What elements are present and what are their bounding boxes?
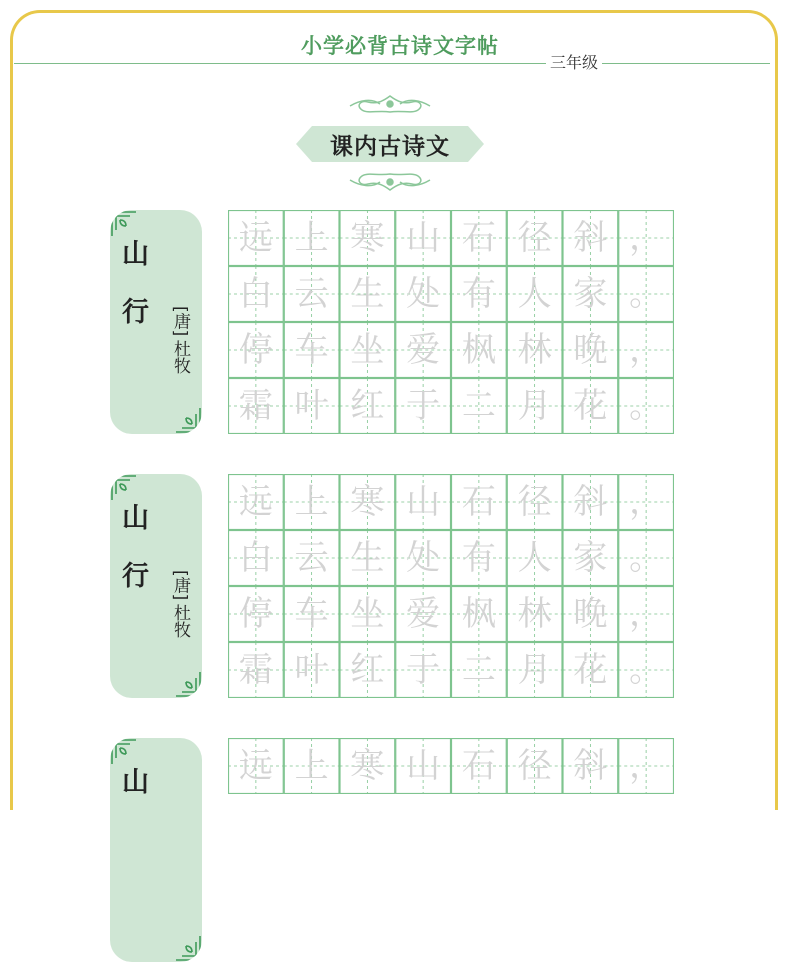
trace-character: 山: [406, 218, 441, 258]
trace-character: 晚: [573, 330, 608, 370]
trace-character: 斜: [573, 482, 608, 522]
trace-character: 爱: [406, 594, 441, 634]
trace-character: 家: [573, 538, 608, 578]
trace-character: 车: [294, 594, 329, 634]
trace-character: 红: [350, 650, 385, 690]
trace-character: 二: [461, 650, 496, 690]
trace-character: 斜: [573, 218, 608, 258]
trace-character: 云: [294, 274, 329, 314]
practice-grid: [228, 210, 674, 434]
trace-character: 白: [238, 538, 273, 578]
trace-character: 生: [350, 538, 385, 578]
section-title: 课内古诗文: [330, 134, 450, 160]
trace-character: 枫: [461, 330, 496, 370]
trace-character: 。: [629, 274, 664, 314]
poem-author-block: [168, 306, 192, 374]
trace-character: ，: [629, 218, 664, 258]
trace-character: 径: [517, 218, 552, 258]
trace-character: 月: [517, 386, 552, 426]
poem-title-char: 行: [122, 561, 149, 592]
corner-ornament-icon: [172, 932, 202, 962]
trace-character: 花: [573, 386, 608, 426]
poem-dynasty: [唐]: [170, 306, 190, 337]
trace-character: 叶: [294, 386, 329, 426]
trace-character: 远: [238, 482, 273, 522]
trace-character: 坐: [350, 330, 385, 370]
poem-title-char: 山: [122, 239, 149, 270]
trace-character: 处: [406, 538, 441, 578]
trace-character: 径: [517, 746, 552, 786]
poem-title-char: 山: [122, 767, 149, 798]
trace-character: ，: [629, 482, 664, 522]
poem-title-card: [110, 210, 202, 434]
poem-author: 杜牧: [170, 340, 190, 375]
trace-character: 石: [461, 218, 496, 258]
trace-character: 停: [238, 330, 273, 370]
trace-character: 处: [406, 274, 441, 314]
poem-title-card: [110, 738, 202, 962]
practice-grid: [228, 738, 674, 794]
trace-character: 车: [294, 330, 329, 370]
trace-character: 。: [629, 386, 664, 426]
trace-character: 石: [461, 482, 496, 522]
trace-character: 人: [517, 274, 552, 314]
trace-character: 白: [238, 274, 273, 314]
trace-character: 。: [629, 538, 664, 578]
trace-character: 家: [573, 274, 608, 314]
grade-label: 三年级: [546, 50, 602, 73]
practice-grid: [228, 474, 674, 698]
trace-character: 寒: [350, 746, 385, 786]
trace-character: 二: [461, 386, 496, 426]
trace-character: 停: [238, 594, 273, 634]
trace-character: 爱: [406, 330, 441, 370]
poem-title-card: [110, 474, 202, 698]
trace-character: ，: [629, 746, 664, 786]
corner-ornament-icon: [172, 668, 202, 698]
trace-character: 径: [517, 482, 552, 522]
trace-character: 于: [406, 386, 441, 426]
page-title: 小学必背古诗文字帖: [301, 34, 499, 58]
trace-character: ，: [629, 330, 664, 370]
trace-character: 斜: [573, 746, 608, 786]
trace-character: 寒: [350, 218, 385, 258]
poem-title-char: 行: [122, 297, 149, 328]
trace-character: 有: [461, 538, 496, 578]
trace-character: 林: [517, 330, 552, 370]
section-heading: [290, 92, 490, 194]
trace-character: 。: [629, 650, 664, 690]
trace-character: 山: [406, 746, 441, 786]
trace-character: 花: [573, 650, 608, 690]
trace-character: 枫: [461, 594, 496, 634]
trace-character: 上: [294, 218, 329, 258]
trace-character: 霜: [238, 650, 273, 690]
poem-author-block: [168, 570, 192, 638]
poem-dynasty: [唐]: [170, 570, 190, 601]
trace-character: 月: [517, 650, 552, 690]
trace-character: 云: [294, 538, 329, 578]
poem-title-char: 山: [122, 503, 149, 534]
trace-character: 上: [294, 746, 329, 786]
trace-character: 生: [350, 274, 385, 314]
trace-character: 林: [517, 594, 552, 634]
trace-character: 远: [238, 746, 273, 786]
trace-character: 坐: [350, 594, 385, 634]
trace-character: 晚: [573, 594, 608, 634]
corner-ornament-icon: [172, 404, 202, 434]
trace-character: 上: [294, 482, 329, 522]
header-rule: [14, 63, 770, 64]
trace-character: 人: [517, 538, 552, 578]
poem-author: 杜牧: [170, 604, 190, 639]
trace-character: 山: [406, 482, 441, 522]
trace-character: 有: [461, 274, 496, 314]
trace-character: 寒: [350, 482, 385, 522]
trace-character: 于: [406, 650, 441, 690]
trace-character: ，: [629, 594, 664, 634]
trace-character: 石: [461, 746, 496, 786]
trace-character: 远: [238, 218, 273, 258]
trace-character: 叶: [294, 650, 329, 690]
trace-character: 霜: [238, 386, 273, 426]
trace-character: 红: [350, 386, 385, 426]
